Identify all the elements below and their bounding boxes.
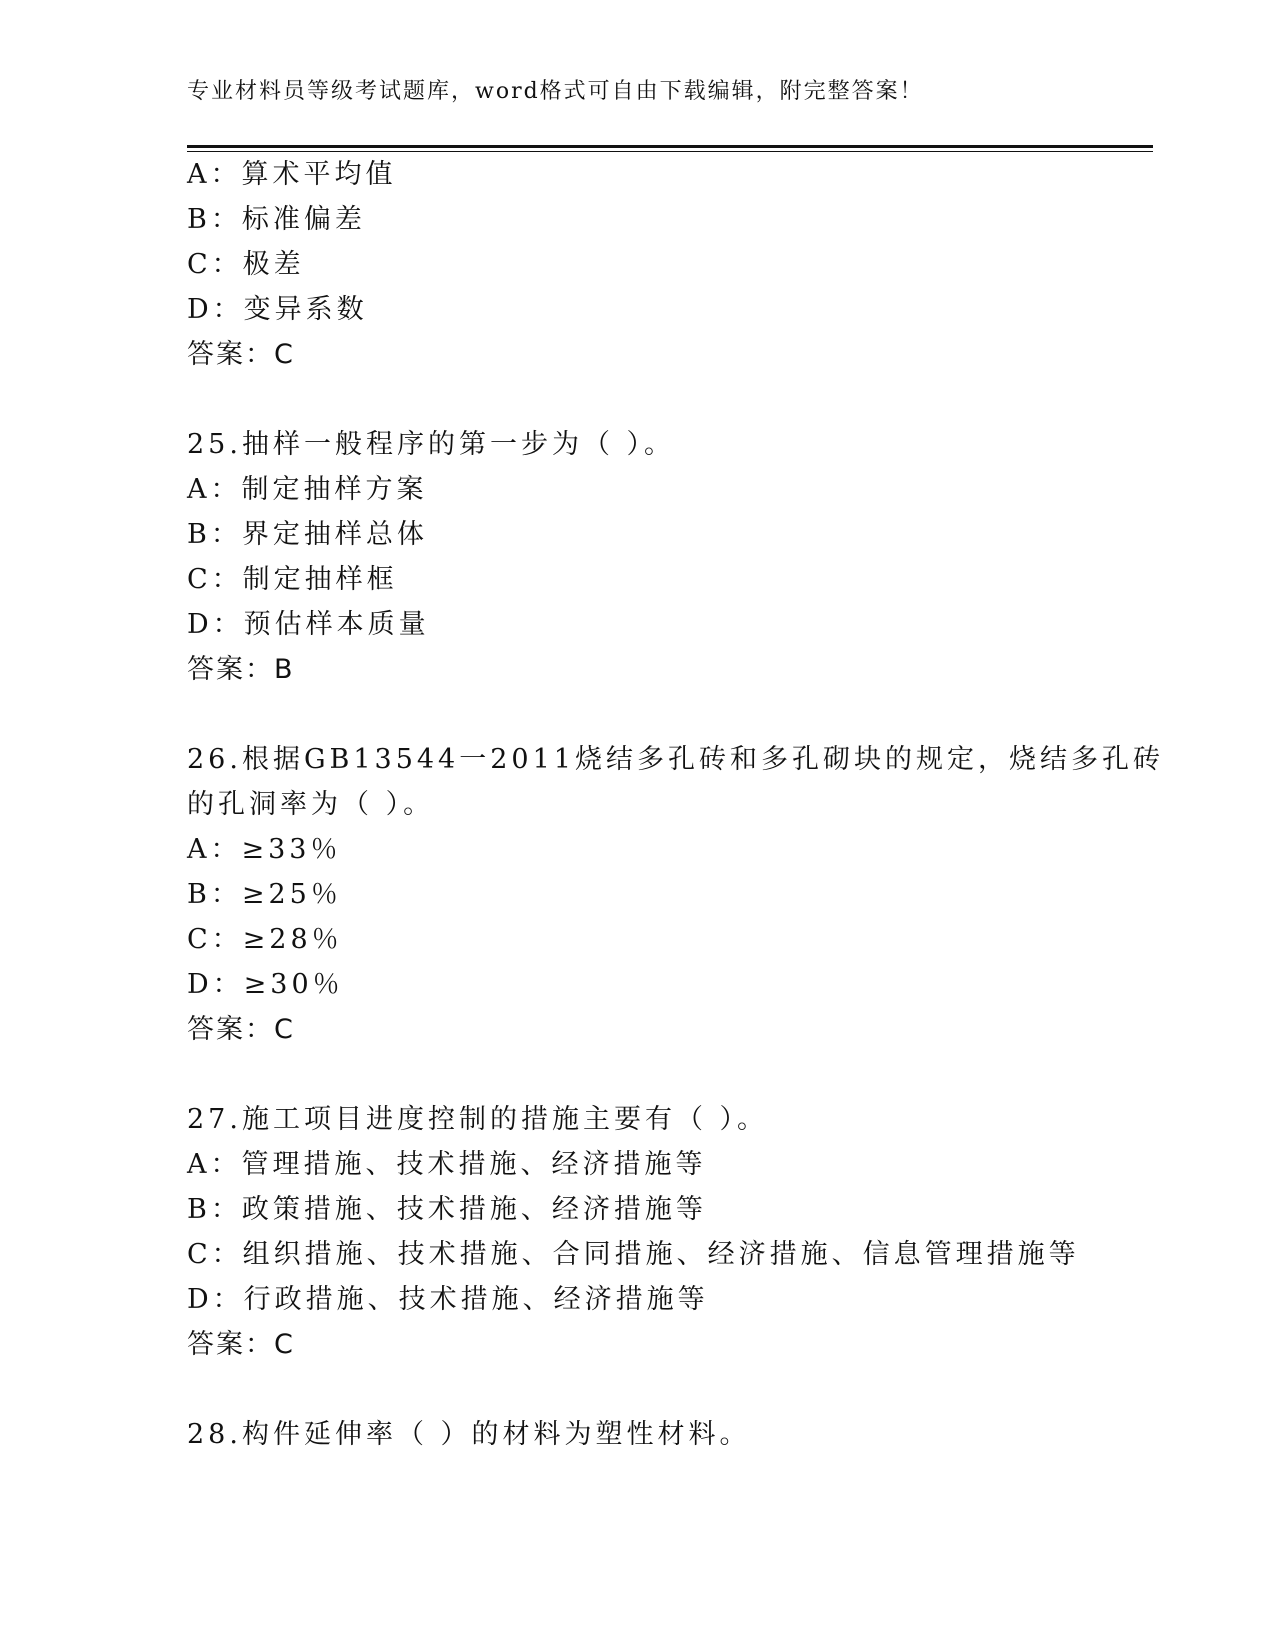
answer: 答案：C bbox=[187, 1329, 295, 1360]
option-c: C：组织措施、技术措施、合同措施、经济措施、信息管理措施等 bbox=[187, 1239, 1080, 1270]
question-stem: 26.根据GB13544一2011烧结多孔砖和多孔砌块的规定，烧结多孔砖 bbox=[187, 744, 1164, 775]
answer: 答案：B bbox=[187, 654, 295, 685]
option-b: B：≥25％ bbox=[187, 879, 342, 910]
option-d: D：≥30％ bbox=[187, 969, 344, 1000]
option-a: A：≥33％ bbox=[187, 834, 342, 865]
option-c: C：极差 bbox=[187, 249, 305, 280]
option-b: B：界定抽样总体 bbox=[187, 519, 428, 550]
question-stem: 25.抽样一般程序的第一步为（ ）。 bbox=[187, 429, 676, 460]
option-a: A：管理措施、技术措施、经济措施等 bbox=[187, 1149, 707, 1180]
option-b: B：政策措施、技术措施、经济措施等 bbox=[187, 1194, 707, 1225]
page-header: 专业材料员等级考试题库，word格式可自由下载编辑，附完整答案！ bbox=[187, 79, 924, 104]
header-rule-thin bbox=[187, 151, 1153, 152]
option-d: D：行政措施、技术措施、经济措施等 bbox=[187, 1284, 709, 1315]
option-a: A：算术平均值 bbox=[187, 159, 397, 190]
answer: 答案：C bbox=[187, 339, 295, 370]
question-stem: 28.构件延伸率（ ）的材料为塑性材料。 bbox=[187, 1419, 751, 1450]
option-c: C：制定抽样框 bbox=[187, 564, 398, 595]
question-stem: 27.施工项目进度控制的措施主要有（ ）。 bbox=[187, 1104, 769, 1135]
option-d: D：变异系数 bbox=[187, 294, 368, 325]
option-c: C：≥28％ bbox=[187, 924, 343, 955]
option-a: A：制定抽样方案 bbox=[187, 474, 428, 505]
header-rule-thick bbox=[187, 145, 1153, 148]
option-b: B：标准偏差 bbox=[187, 204, 366, 235]
answer: 答案：C bbox=[187, 1014, 295, 1045]
question-stem-continued: 的孔洞率为（ ）。 bbox=[187, 789, 435, 820]
option-d: D：预估样本质量 bbox=[187, 609, 430, 640]
